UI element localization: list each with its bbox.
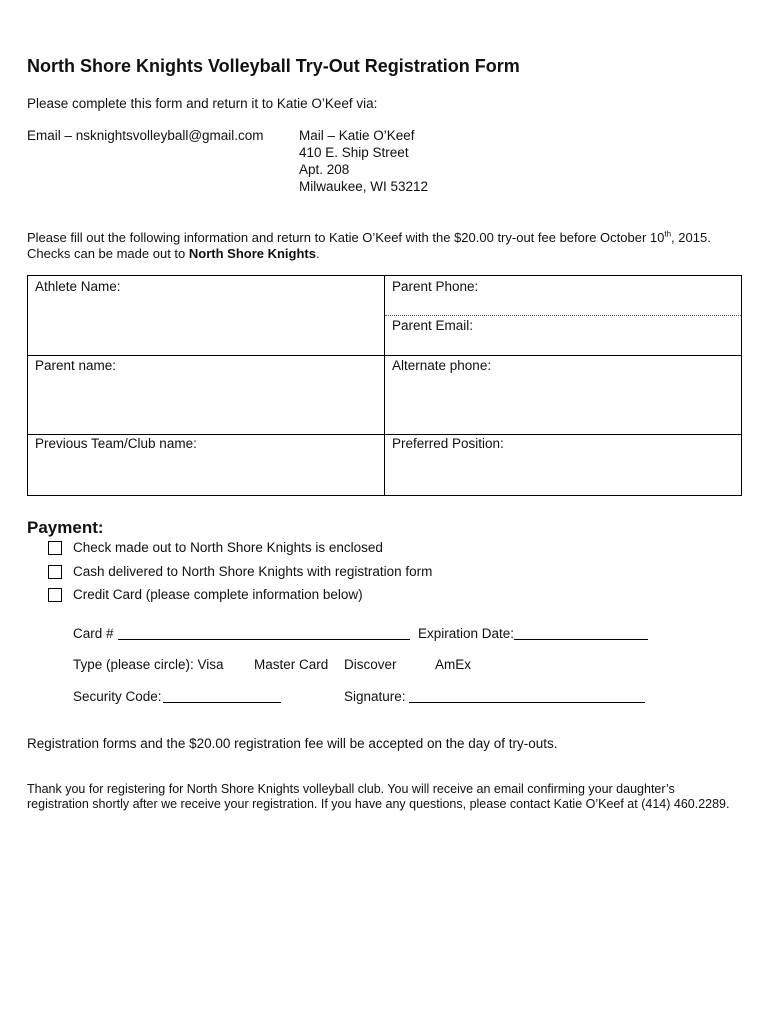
parent-name-field[interactable]: Parent name: — [35, 358, 117, 373]
preferred-position-field[interactable]: Preferred Position: — [392, 436, 504, 451]
parent-email-field[interactable]: Parent Email: — [392, 318, 474, 333]
expiration-date-label: Expiration Date: — [418, 626, 515, 641]
card-type-master-card[interactable]: Master Card — [254, 657, 329, 672]
card-number-line[interactable] — [118, 639, 410, 640]
accepted-note: Registration forms and the $20.00 registration fee will be accepted on the day of try-outs. — [27, 736, 558, 751]
payment-option-check: Check made out to North Shore Knights is enclosed — [73, 540, 383, 555]
thanks-line-1: Thank you for registering for North Shore Knights volleyball club. You will receive an email confirming your daughter’s — [27, 782, 675, 796]
mail-line-2: 410 E. Ship Street — [299, 145, 409, 160]
check-enclosed-checkbox[interactable] — [48, 541, 62, 555]
mail-line-1: Mail – Katie O’Keef — [299, 128, 415, 143]
payment-option-cash: Cash delivered to North Shore Knights with registration form — [73, 564, 433, 579]
intro-text: Please complete this form and return it to Katie O’Keef via: — [27, 96, 378, 111]
expiration-date-line[interactable] — [514, 639, 648, 640]
card-type-label: Type (please circle): Visa — [73, 657, 224, 672]
alternate-phone-field[interactable]: Alternate phone: — [392, 358, 492, 373]
previous-team-field[interactable]: Previous Team/Club name: — [35, 436, 197, 451]
contact-email: Email – nsknightsvolleyball@gmail.com — [27, 128, 264, 143]
credit-card-checkbox[interactable] — [48, 588, 62, 602]
security-code-line[interactable] — [163, 702, 281, 703]
registration-info-table — [27, 275, 742, 496]
mail-line-4: Milwaukee, WI 53212 — [299, 179, 429, 194]
signature-label: Signature: — [344, 689, 406, 704]
instructions-line-1: Please fill out the following information and return to Katie O’Keef with the $20.00 try-out fee before October 10th, 2015. — [27, 229, 711, 245]
instructions-line-2: Checks can be made out to North Shore Knights. — [27, 246, 320, 261]
athlete-name-field[interactable]: Athlete Name: — [35, 279, 121, 294]
payment-heading: Payment: — [27, 518, 104, 537]
card-type-discover[interactable]: Discover — [344, 657, 397, 672]
thanks-line-2: registration shortly after we receive your registration. If you have any questions, please contact Katie O’Keef at (414) 460.2289. — [27, 797, 730, 811]
payment-option-credit-card: Credit Card (please complete information below) — [73, 587, 363, 602]
mail-line-3: Apt. 208 — [299, 162, 350, 177]
card-type-amex[interactable]: AmEx — [435, 657, 472, 672]
signature-line[interactable] — [409, 702, 645, 703]
security-code-label: Security Code: — [73, 689, 162, 704]
card-number-label: Card # — [73, 626, 114, 641]
parent-phone-field[interactable]: Parent Phone: — [392, 279, 479, 294]
cash-delivered-checkbox[interactable] — [48, 565, 62, 579]
page-title: North Shore Knights Volleyball Try-Out Registration Form — [27, 56, 520, 76]
